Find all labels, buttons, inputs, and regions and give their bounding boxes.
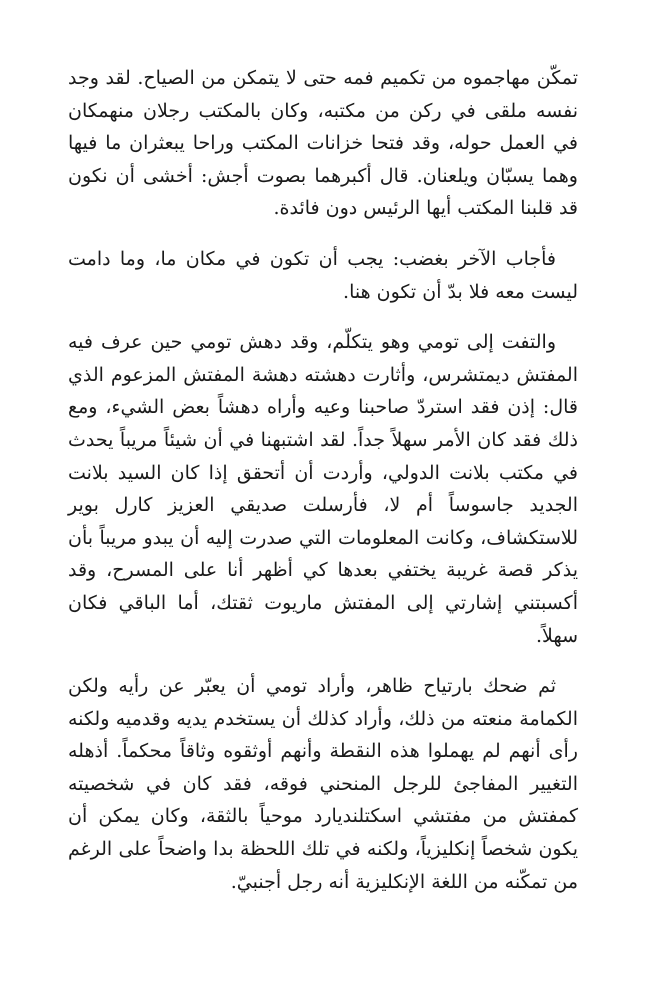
paragraph-3: والتفت إلى تومي وهو يتكلّم، وقد دهش تومي حين عرف فيه المفتش ديمتشرس، وأثارت دهشته دهشة المفتش المزعوم الذي قال: إذن فقد استردّ صاحبنا وعيه وأراه دهشاً بعض الشيء، ومع ذلك فقد كان الأمر سهلاً جداً. لقد اشتبهنا في أن شيئاً مريباً يحدث في مكتب بلانت الدولي، وأردت أن أتحقق إذا كان السيد بلانت الجديد جاسوساً أم لا، فأرسلت صديقي العزيز كارل بوير للاستكشاف، وكانت المعلومات التي صدرت إليه أن يبدو مريباً بأن يذكر قصة غريبة يختفي بعدها كي أظهر أنا على المسرح، وقد أكسبتني إشارتي إلى المفتش ماريوت ثقتك، أما الباقي فكان سهلاً. [68, 331, 578, 647]
paragraph-4: ثم ضحك بارتياح ظاهر، وأراد تومي أن يعبّر عن رأيه ولكن الكمامة منعته من ذلك، وأراد كذلك أن يستخدم يديه وقدميه ولكنه رأى أنهم لم يهملوا هذه النقطة وأنهم أوثقوه وثاقاً محكماً. أذهله التغيير المفاجئ للرجل المنحني فوقه، فقد كان في شخصيته كمفتش من مفتشي اسكتلنديارد موحياً بالثقة، وكان يمكن أن يكون شخصاً إنكليزياً، ولكنه في تلك اللحظة بدا واضحاً على الرغم من تمكّنه من اللغة الإنكليزية أنه رجل أجنبيّ. [68, 675, 578, 893]
paragraph-1: تمكّن مهاجموه من تكميم فمه حتى لا يتمكن من الصياح. لقد وجد نفسه ملقى في ركن من مكتبه، وكان بالمكتب رجلان منهمكان في العمل حوله، وقد فتحا خزانات المكتب وراحا يبعثران ما فيها وهما يسبّان ويلعنان. قال أكبرهما بصوت أجش: أخشى أن نكون قد قلبنا المكتب أيها الرئيس دون فائدة. [68, 67, 578, 220]
paragraph-2: فأجاب الآخر بغضب: يجب أن تكون في مكان ما، وما دامت ليست معه فلا بدّ أن تكون هنا. [68, 247, 578, 303]
book-page [68, 62, 578, 916]
